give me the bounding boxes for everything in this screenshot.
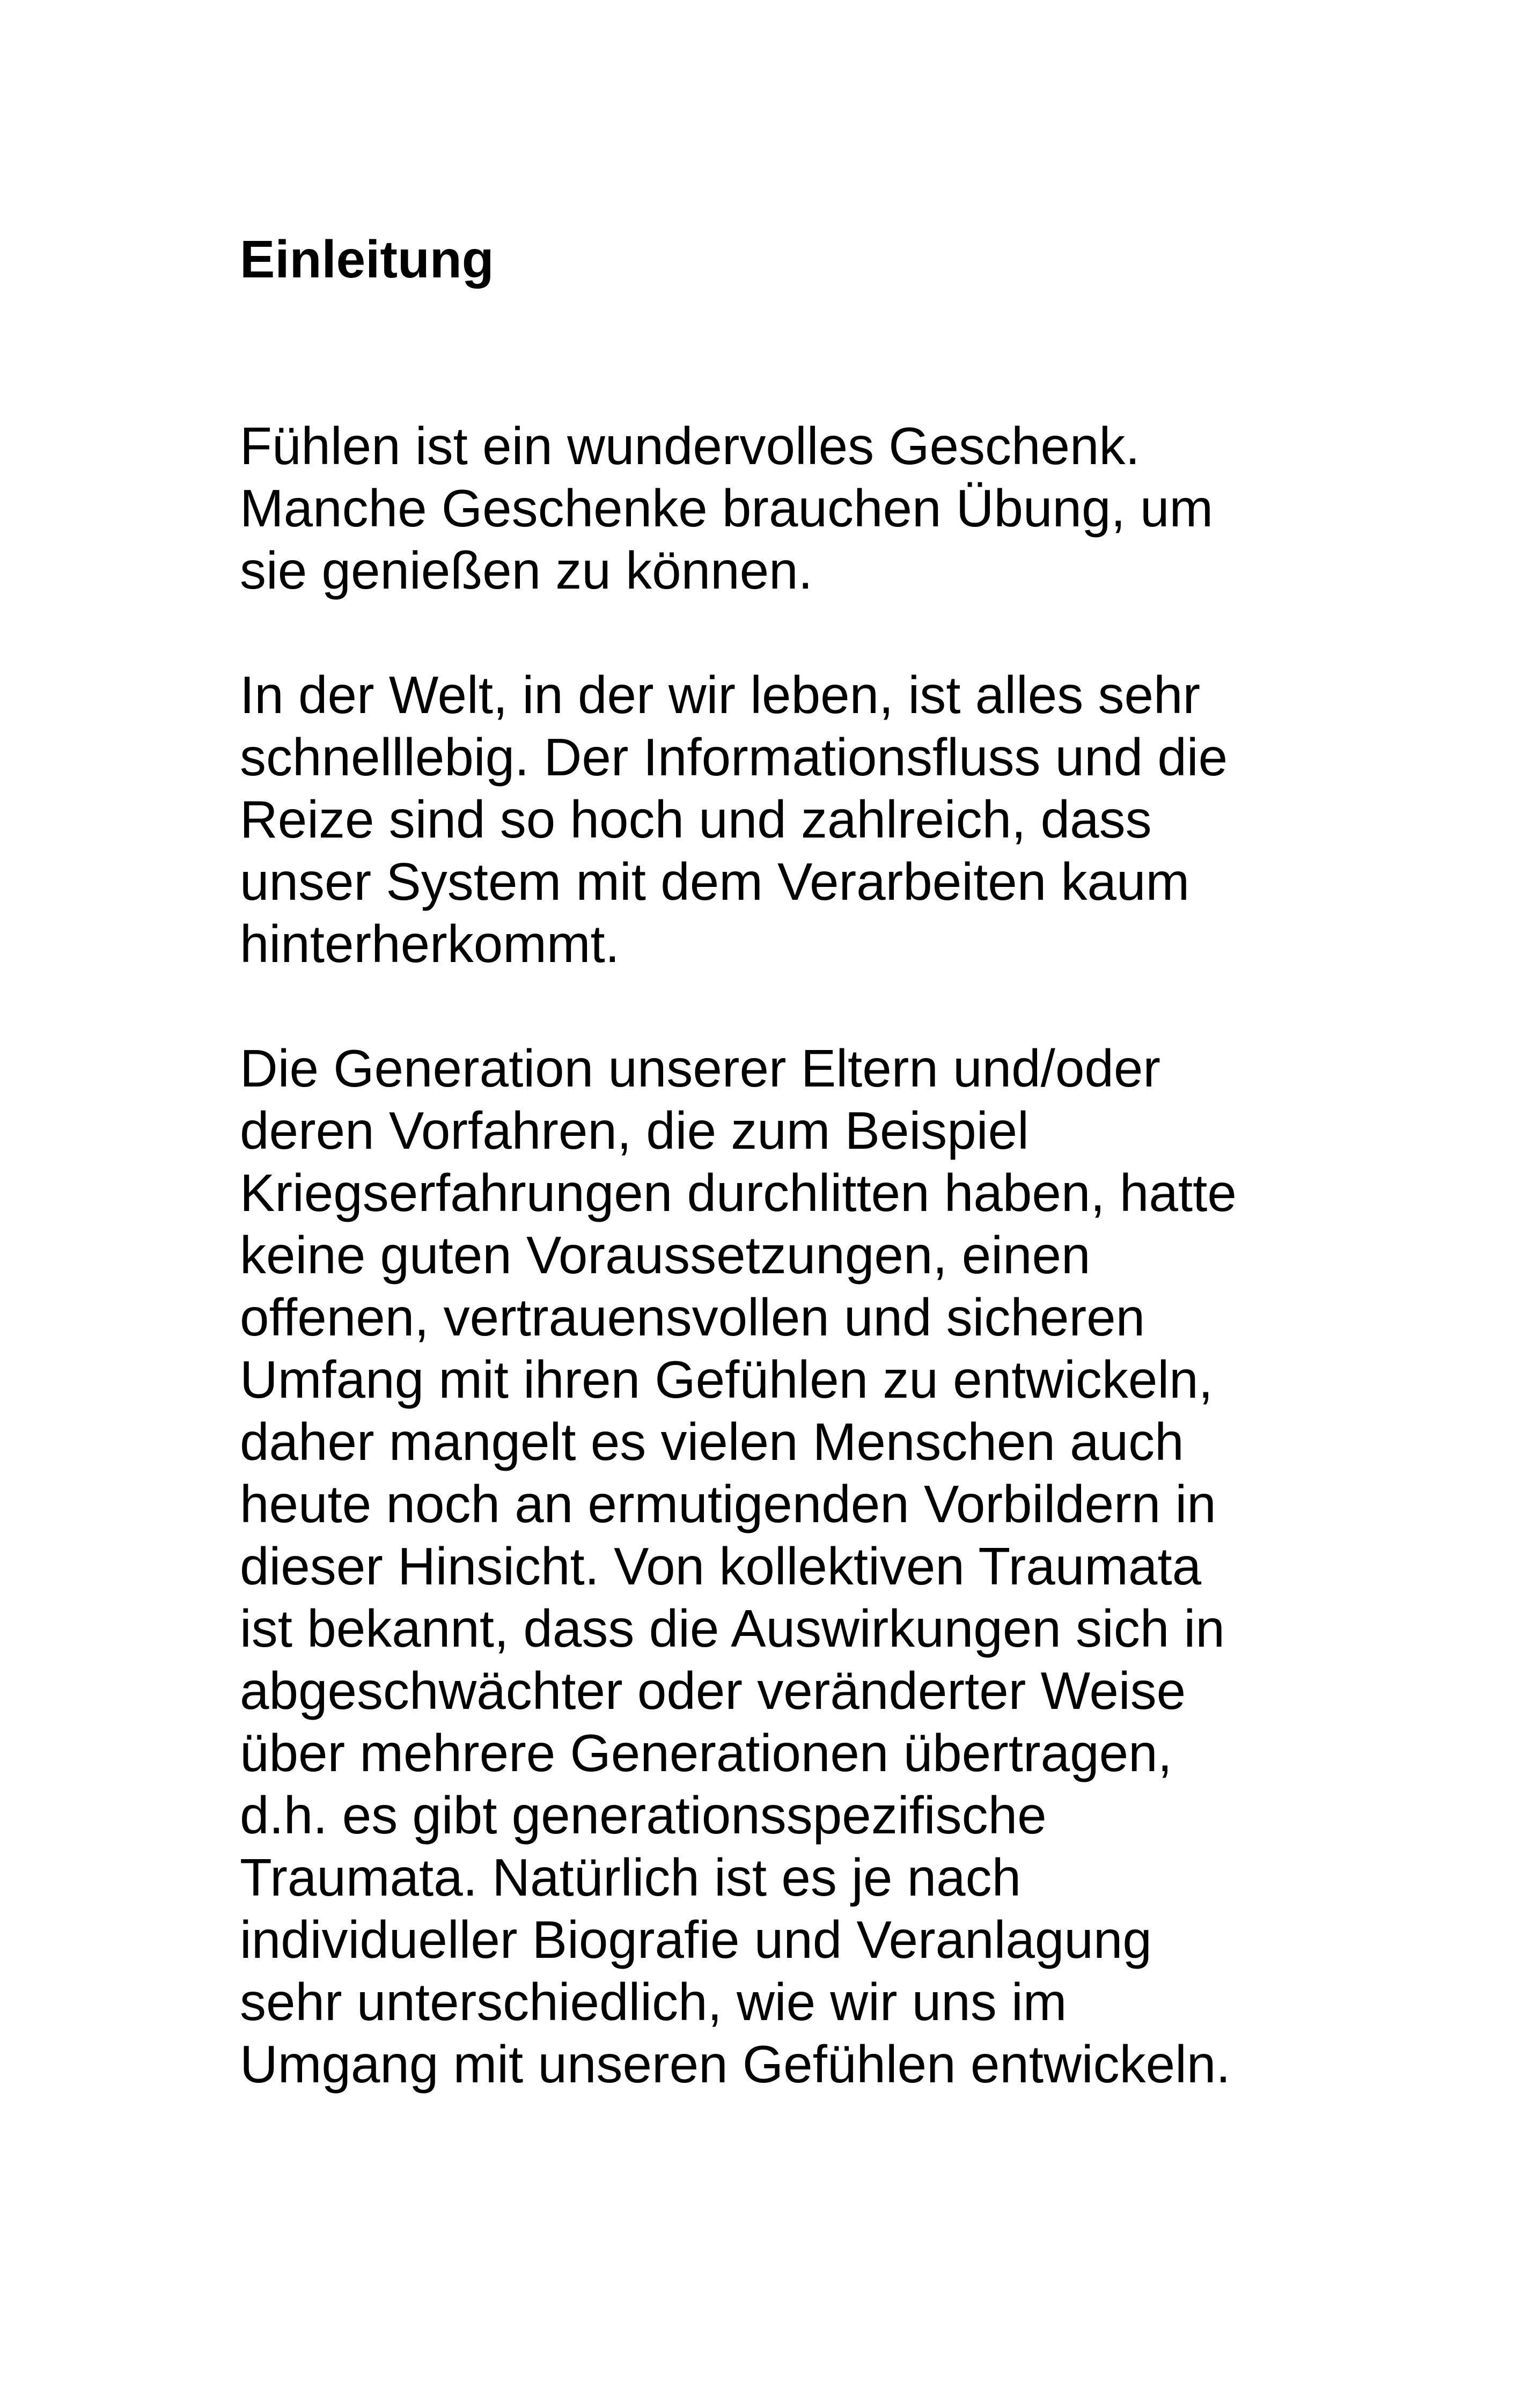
text-line: abgeschwächter oder veränderter Weise <box>240 1661 1186 1720</box>
text-line: Umgang mit unseren Gefühlen entwickeln. <box>240 2035 1231 2094</box>
text-line: Manche Geschenke brauchen Übung, um <box>240 479 1214 538</box>
text-line: über mehrere Generationen übertragen, <box>240 1723 1172 1782</box>
text-line: Reize sind so hoch und zahlreich, dass <box>240 790 1152 849</box>
text-line: Die Generation unserer Eltern und/oder <box>240 1039 1161 1098</box>
text-line: dieser Hinsicht. Von kollektiven Traumata <box>240 1537 1202 1596</box>
text-line: heute noch an ermutigenden Vorbildern in <box>240 1474 1216 1533</box>
text-line: sie genießen zu können. <box>240 541 813 600</box>
text-line: daher mangelt es vielen Menschen auch <box>240 1412 1184 1471</box>
text-line: individueller Biografie und Veranlagung <box>240 1910 1152 1969</box>
text-line: Umfang mit ihren Gefühlen zu entwickeln, <box>240 1350 1213 1409</box>
text-line: deren Vorfahren, die zum Beispiel <box>240 1101 1029 1160</box>
text-line: Kriegserfahrungen durchlitten haben, hatte <box>240 1163 1237 1222</box>
chapter-heading: Einleitung <box>240 230 494 289</box>
paragraph-2 <box>240 664 1313 975</box>
text-line: ist bekannt, dass die Auswirkungen sich in <box>240 1599 1225 1658</box>
text-line: hinterherkommt. <box>240 914 620 973</box>
text-line: unser System mit dem Verarbeiten kaum <box>240 852 1190 911</box>
text-line: offenen, vertrauensvollen und sicheren <box>240 1288 1145 1347</box>
paragraph-3 <box>240 1037 1313 2095</box>
text-line: In der Welt, in der wir leben, ist alles sehr <box>240 665 1201 724</box>
text-line: d.h. es gibt generationsspezifische <box>240 1786 1047 1845</box>
text-line: Fühlen ist ein wundervolles Geschenk. <box>240 416 1140 475</box>
text-line: sehr unterschiedlich, wie wir uns im <box>240 1972 1067 2031</box>
page-content <box>240 228 1313 2095</box>
text-line: keine guten Voraussetzungen, einen <box>240 1225 1091 1284</box>
text-line: schnelllebig. Der Informationsfluss und die <box>240 728 1228 787</box>
paragraph-1 <box>240 415 1313 601</box>
text-line: Traumata. Natürlich ist es je nach <box>240 1848 1022 1907</box>
